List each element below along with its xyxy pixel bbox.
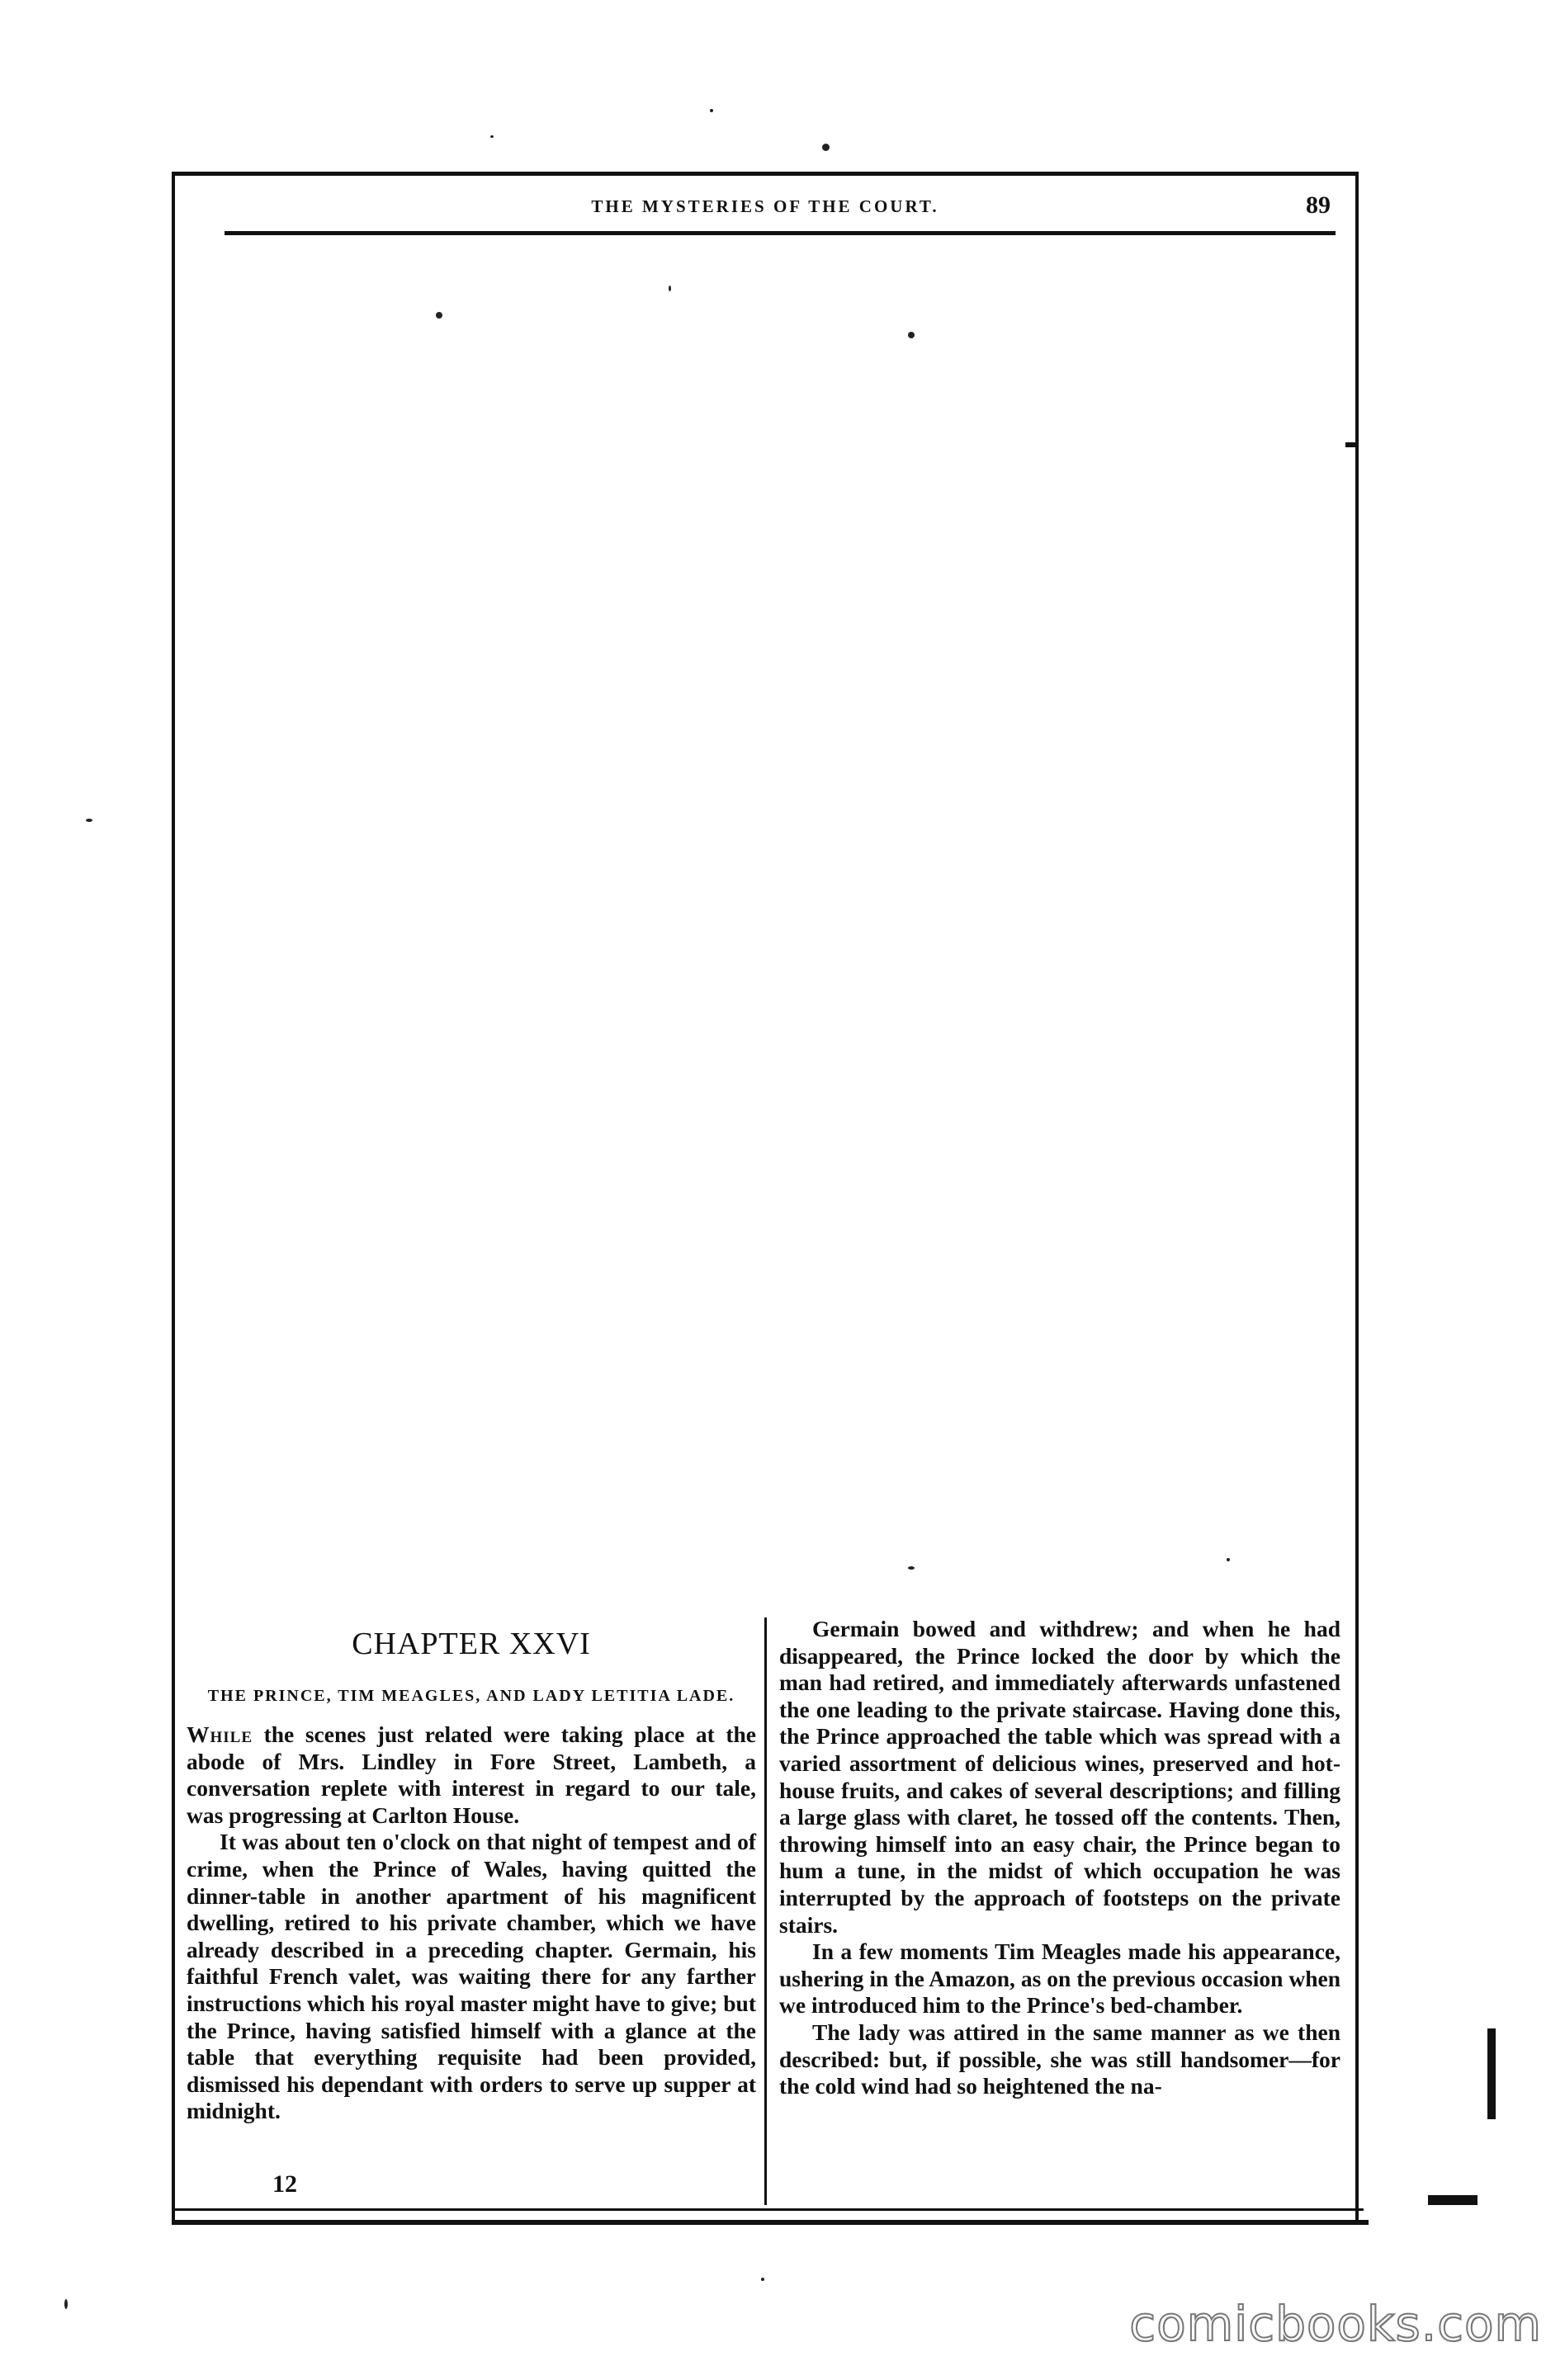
scan-speck <box>761 2278 764 2281</box>
paragraph: In a few moments Tim Meagles made his appearance, ushering in the Amazon, as on the previous occasion when we introduced him to the Prince's bed-chamber. <box>779 1938 1340 2019</box>
page-number: 89 <box>1306 191 1331 219</box>
paragraph: The lady was attired in the same manner as we then described: but, if possible, she was still handsomer—for the cold wind had so heightened the na- <box>779 2019 1340 2099</box>
scan-speck <box>822 144 830 151</box>
paragraph: It was about ten o'clock on that night of tempest and of crime, when the Prince of Wales, having quitted the dinner-table in another apartment of his magnificent dwelling, retired to his private chamber, which we have already described in a preceding chapter. Germain, his faithful French valet, was waiting there for any farther instructions which his royal master might have to give; but the Prince, having satisfied himself with a glance at the table that everything requisite had been provided, dismissed his dependant with orders to serve up supper at midnight. <box>187 1829 756 2124</box>
chapter-title: CHAPTER XXVI <box>352 1627 591 1661</box>
left-column <box>187 1616 756 2125</box>
scan-edge-shadow <box>1487 2028 1496 2119</box>
paragraph <box>187 1721 756 1829</box>
scan-speck <box>710 109 713 112</box>
scan-speck <box>64 2299 68 2309</box>
chapter-subtitle: THE PRINCE, TIM MEAGLES, AND LADY LETITIA LADE. <box>207 1687 735 1705</box>
paragraph-text: the scenes just related were taking place at the abode of Mrs. Lindley in Fore Street, Lambeth, a conversation replete with interest in regard to our tale, was progressing at Carlton House. <box>187 1721 756 1828</box>
running-title: THE MYSTERIES OF THE COURT. <box>591 196 939 216</box>
page-bottom-rule <box>172 2220 1369 2225</box>
scan-speck <box>490 135 494 138</box>
scan-edge-shadow <box>1428 2195 1478 2205</box>
right-column <box>779 1616 1340 2100</box>
drop-lead-word: While <box>187 1721 253 1747</box>
column-divider <box>764 1617 767 2205</box>
scan-speck <box>86 819 92 822</box>
blank-illustration-space <box>177 239 1354 1601</box>
watermark: comicbooks.com <box>1129 2296 1542 2352</box>
running-head <box>175 191 1355 228</box>
paragraph: Germain bowed and withdrew; and when he had disappeared, the Prince locked the door by which the man had retired, and immediately afterwards unfastened the one leading to the private staircase. Having done this, the Prince approached the table which was spread with a varied assortment of delicious wines, preserved and hot-house fruits, and cakes of several descriptions; and filling a large glass with claret, he tossed off the contents. Then, throwing himself into an easy chair, the Prince began to hum a tune, in the midst of which occupation he was interrupted by the approach of footsteps on the private stairs. <box>779 1616 1340 1938</box>
page-bottom-rule <box>175 2208 1364 2211</box>
signature-mark: 12 <box>272 2170 297 2198</box>
header-rule <box>225 231 1336 235</box>
